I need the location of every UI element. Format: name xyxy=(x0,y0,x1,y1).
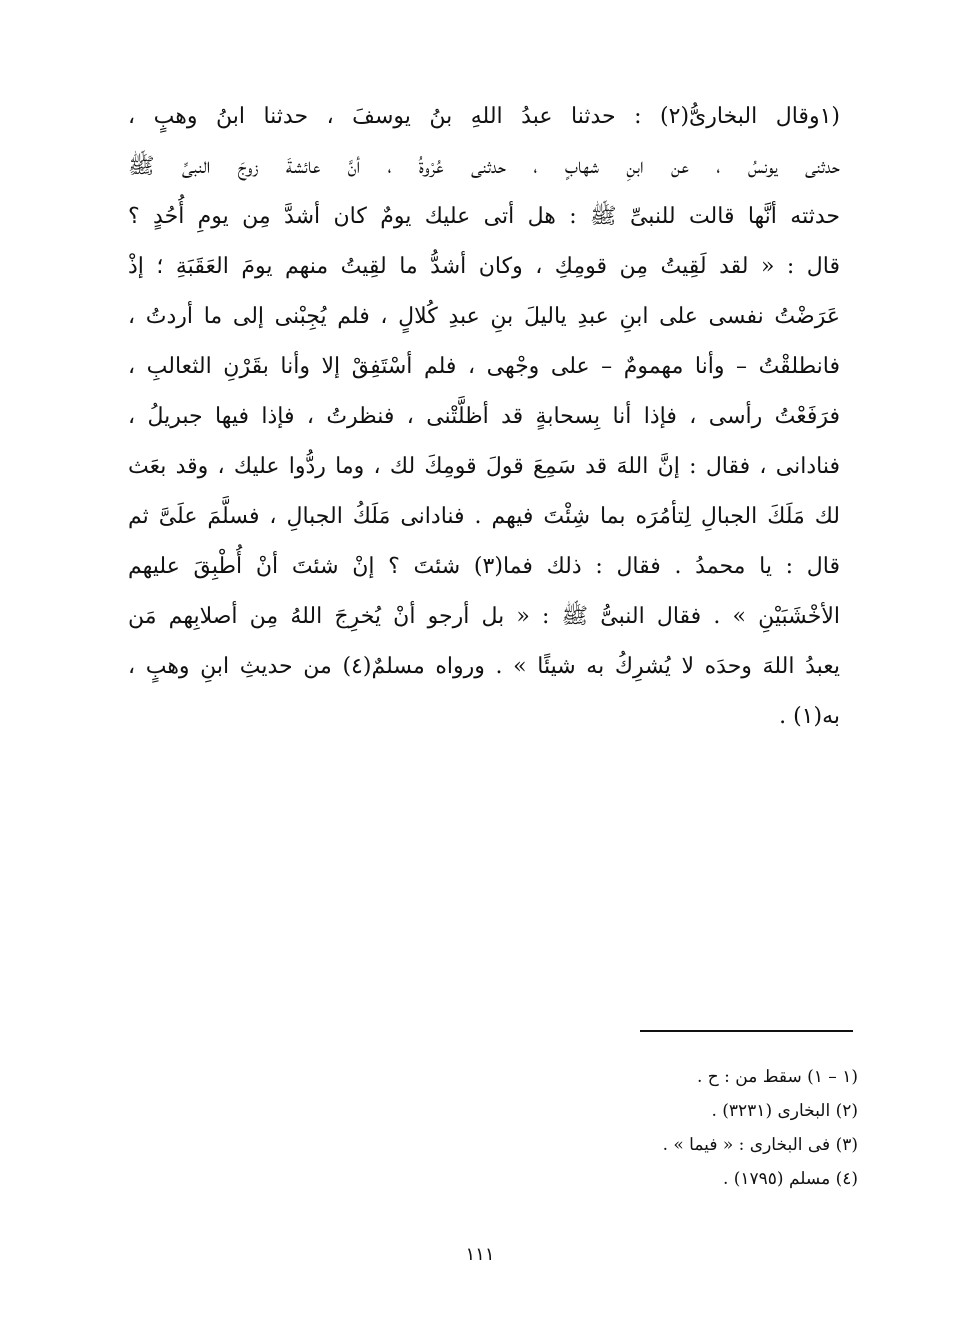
text-line: فنادانى ، فقال : إنَّ اللهَ قد سَمِعَ قولَ قومِكَ لك ، وما ردُّوا عليك ، وقد بعَث xyxy=(128,454,840,479)
text-line: فانطلقْتُ – وأنا مهمومٌ – على وجْهى ، فلم أسْتَفِقْ إلا وأنا بقَرْنِ الثعالبِ ، xyxy=(128,354,840,379)
text-line: قال : « لقد لَقِيتُ مِن قومِكِ ، وكان أشدُّ ما لقِيتُ منهم يومَ العَقَبَةِ ؛ إذْ xyxy=(128,254,840,279)
footnotes-block xyxy=(400,1060,858,1196)
text-line: فرَفَعْتُ رأسى ، فإذا أنا بِسحابةٍ قد أظلَّتْنى ، فنظرتُ ، فإذا فيها جبريلُ ، xyxy=(128,404,840,429)
text-line: عَرَضْتُ نفسى على ابنِ عبدِ ياليلَ بنِ عبدِ كُلالٍ ، فلم يُجِبْنى إلى ما أردتُ ، xyxy=(128,304,840,329)
footnote: (٤) مسلم (١٧٩٥) . xyxy=(722,1169,858,1189)
page-number: ١١١ xyxy=(465,1244,495,1265)
text-line: حدثته أنَّها قالت للنبىِّ ﷺ : هل أتى عليك يومٌ كان أشدَّ مِن يومِ أُحُدٍ ؟ xyxy=(128,204,840,229)
text-line: لك مَلَكَ الجبالِ لِتأمُرَه بما شِئْتَ فيهم . فنادانى مَلَكُ الجبالِ ، فسلَّمَ علَىَّ ثم xyxy=(128,504,840,529)
footnote: (٣) فى البخارى : « فيما » . xyxy=(662,1135,858,1155)
footnote-divider xyxy=(640,1030,853,1032)
text-line: قال : يا محمدُ . فقال : ذلك فما(٣) شئتَ ؟ إنْ شئتَ أنْ أُطْبِقَ عليهم xyxy=(128,554,840,579)
text-line: يعبدُ اللهَ وحدَه لا يُشرِكُ به شيئًا » . ورواه مسلمٌ(٤) من حديثِ ابنِ وهبٍ ، xyxy=(128,654,840,679)
footnote: (٢) البخارى (٣٢٣١) . xyxy=(711,1101,858,1121)
footnote: (١ – ١) سقط من : ح . xyxy=(696,1067,858,1087)
text-line: حدثنى يونسُ ، عن ابنِ شهابٍ ، حدثنى عُرْوةُ ، أنَّ عائشةَ زوجَ النبىِّ ﷺ xyxy=(128,154,840,179)
text-line: (١وقال البخارىُّ(٢) : حدثنا عبدُ اللهِ بنُ يوسفَ ، حدثنا ابنُ وهبٍ ، xyxy=(128,104,840,129)
text-line: به(١) . xyxy=(779,704,840,729)
text-line: الأخْشَبَيْنِ » . فقال النبىُّ ﷺ : « بل أرجو أنْ يُخرِجَ اللهُ مِن أصلابِهم مَن xyxy=(128,604,840,629)
main-text-block xyxy=(128,92,840,742)
